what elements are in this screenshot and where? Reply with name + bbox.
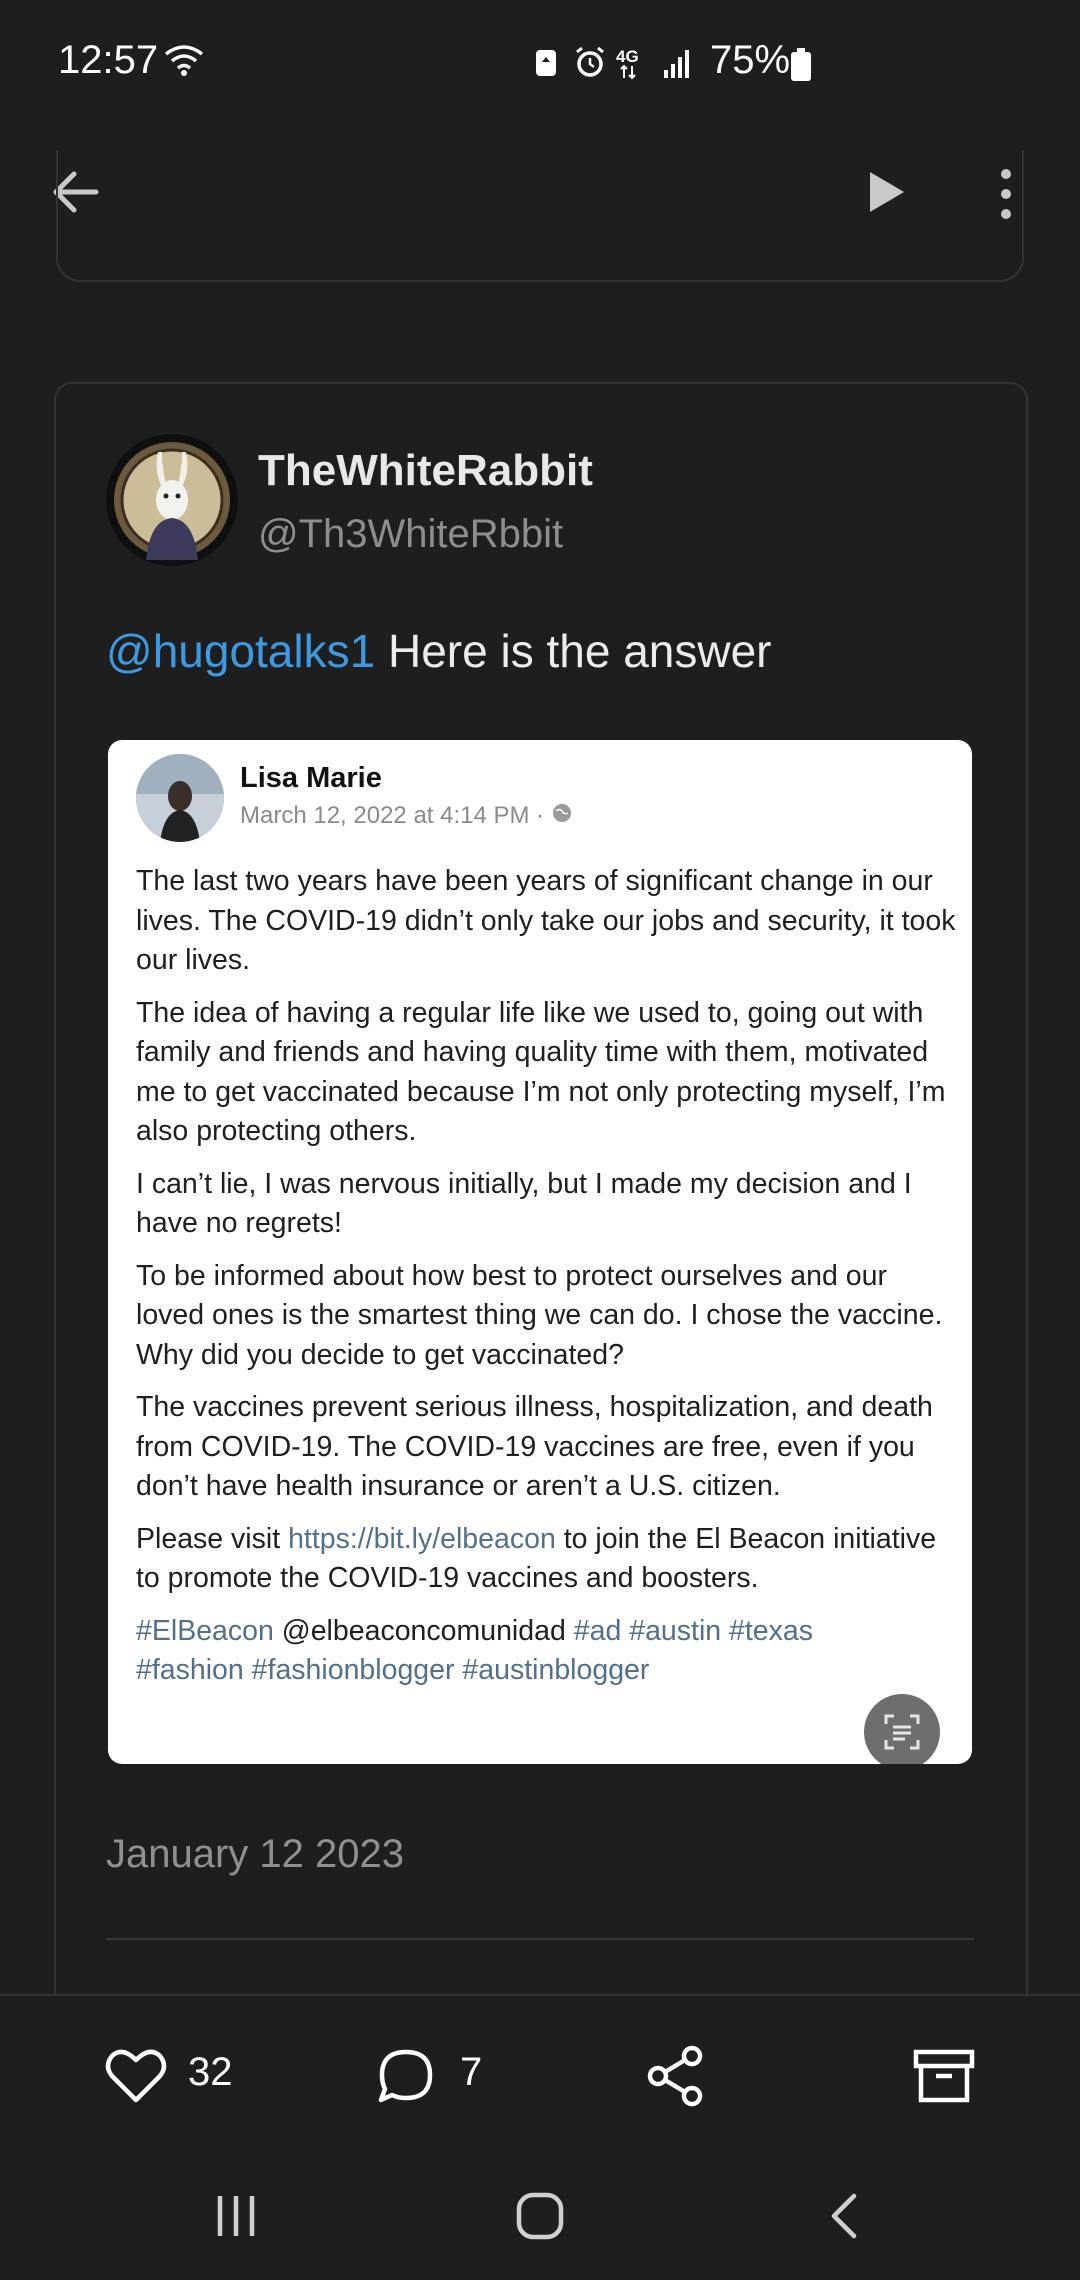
globe-icon: [551, 802, 573, 831]
embedded-hashtags: #ElBeacon @elbeaconcomunidad #ad #austin #texas #fashion #fashionblogger #austinblogger: [136, 1614, 814, 1686]
like-count: 32: [188, 2050, 233, 2094]
embedded-paragraph: The idea of having a regular life like we used to, going out with family and friends and having quality time with them, motivated me to get vaccinated because I’m not only protecting myself, I’m also protecting others.: [136, 996, 946, 1147]
status-time: 12:57: [58, 38, 159, 82]
embedded-paragraph: To be informed about how best to protect ourselves and our loved ones is the smartest thing we can do. I chose the vaccine. Why did you decide to get vaccinated?: [136, 1259, 943, 1371]
status-icons: [532, 42, 702, 87]
previous-card-edge: [56, 150, 1024, 282]
like-button[interactable]: [104, 2046, 168, 2111]
chevron-left-icon: [824, 2192, 864, 2240]
embedded-author: Lisa Marie: [240, 762, 382, 794]
mention-link[interactable]: @hugotalks1: [106, 625, 376, 677]
comment-icon: [376, 2046, 436, 2106]
svg-text:4G: 4G: [616, 47, 639, 66]
battery-icon: [790, 48, 812, 87]
share-button[interactable]: [646, 2044, 706, 2113]
embedded-link: https://bit.ly/elbeacon: [288, 1522, 556, 1555]
embedded-image[interactable]: [108, 740, 972, 1764]
alarm-icon: [577, 48, 603, 75]
reply-button[interactable]: [376, 2046, 436, 2111]
reply-count: 7: [460, 2050, 483, 2094]
signal-icon: [664, 50, 689, 78]
wifi-icon: [164, 44, 204, 81]
embedded-avatar: [136, 754, 224, 842]
embedded-paragraph: Please visit https://bit.ly/elbeacon to join the El Beacon initiative to promote the COVID-19 vaccines and boosters.: [136, 1522, 937, 1594]
text-scan-icon: [864, 1694, 940, 1764]
home-button[interactable]: [514, 2190, 566, 2247]
embedded-paragraph: I can’t lie, I was nervous initially, but I made my decision and I have no regrets!: [136, 1167, 912, 1239]
archive-button[interactable]: [912, 2046, 976, 2111]
archive-icon: [912, 2046, 976, 2106]
embedded-timestamp: March 12, 2022 at 4:14 PM ·: [240, 802, 573, 831]
user-handle[interactable]: @Th3WhiteRbbit: [258, 512, 564, 556]
embedded-paragraph: The vaccines prevent serious illness, hospitalization, and death from COVID-19. The COVID-19 vaccines are free, even if you don’t have health insurance or aren’t a U.S. citizen.: [136, 1391, 933, 1502]
network-4g-icon: [616, 47, 639, 78]
tweet-text: [106, 624, 771, 678]
text-scan-button[interactable]: [864, 1694, 940, 1764]
avatar[interactable]: [106, 434, 238, 566]
share-icon: [646, 2044, 706, 2108]
battery-saver-icon: [536, 50, 556, 76]
divider: [106, 1938, 974, 1940]
embedded-post-body: [136, 862, 958, 1704]
embedded-paragraph: The last two years have been years of significant change in our lives. The COVID-19 didn’t only take our jobs and security, it took our lives.: [136, 865, 956, 976]
battery-percent: 75%: [710, 38, 791, 82]
tweet-body: Here is the answer: [375, 625, 772, 677]
display-name[interactable]: TheWhiteRabbit: [258, 446, 593, 495]
home-icon: [514, 2190, 566, 2242]
recents-icon: [212, 2192, 260, 2240]
post-date: January 12 2023: [106, 1832, 405, 1876]
heart-icon: [104, 2046, 168, 2106]
system-back-button[interactable]: [824, 2192, 864, 2245]
recents-button[interactable]: [212, 2192, 260, 2245]
